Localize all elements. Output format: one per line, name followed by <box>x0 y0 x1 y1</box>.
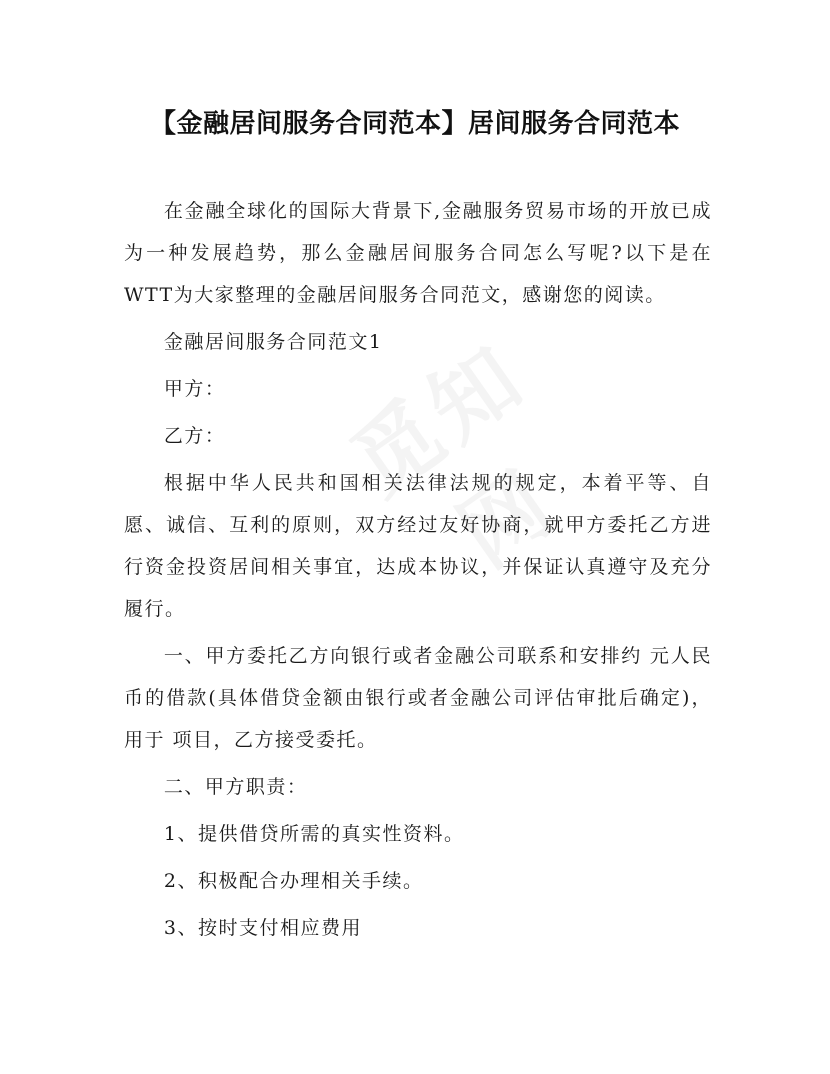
clause-one-paragraph: 一、甲方委托乙方向银行或者金融公司联系和安排约 元人民币的借款(具体借贷金额由银行或者金融公司评估审批后确定)，用于 项目，乙方接受委托。 <box>124 645 712 751</box>
clause-two-heading: 二、甲方职责： <box>163 776 308 798</box>
contract-heading: 金融居间服务合同范文1 <box>163 331 383 353</box>
intro-paragraph: 在金融全球化的国际大背景下,金融服务贸易市场的开放已成为一种发展趋势，那么金融居间服务合同怎么写呢?以下是在WTT为大家整理的金融居间服务合同范文，感谢您的阅读。 <box>124 200 712 306</box>
party-b-line: 乙方： <box>163 425 226 447</box>
preamble-paragraph: 根据中华人民共和国相关法律法规的规定，本着平等、自愿、诚信、互利的原则，双方经过友好协商，就甲方委托乙方进行资金投资居间相关事宜，达成本协议，并保证认真遵守及充分履行。 <box>124 472 712 620</box>
duty-item-1: 1、提供借贷所需的真实性资料。 <box>163 823 465 845</box>
document-title: 【金融居间服务合同范本】居间服务合同范本 <box>149 109 680 139</box>
duty-item-3: 3、按时支付相应费用 <box>163 917 362 939</box>
document-body <box>124 190 712 949</box>
party-a-line: 甲方： <box>163 378 226 400</box>
duty-item-2: 2、积极配合办理相关手续。 <box>163 870 424 892</box>
